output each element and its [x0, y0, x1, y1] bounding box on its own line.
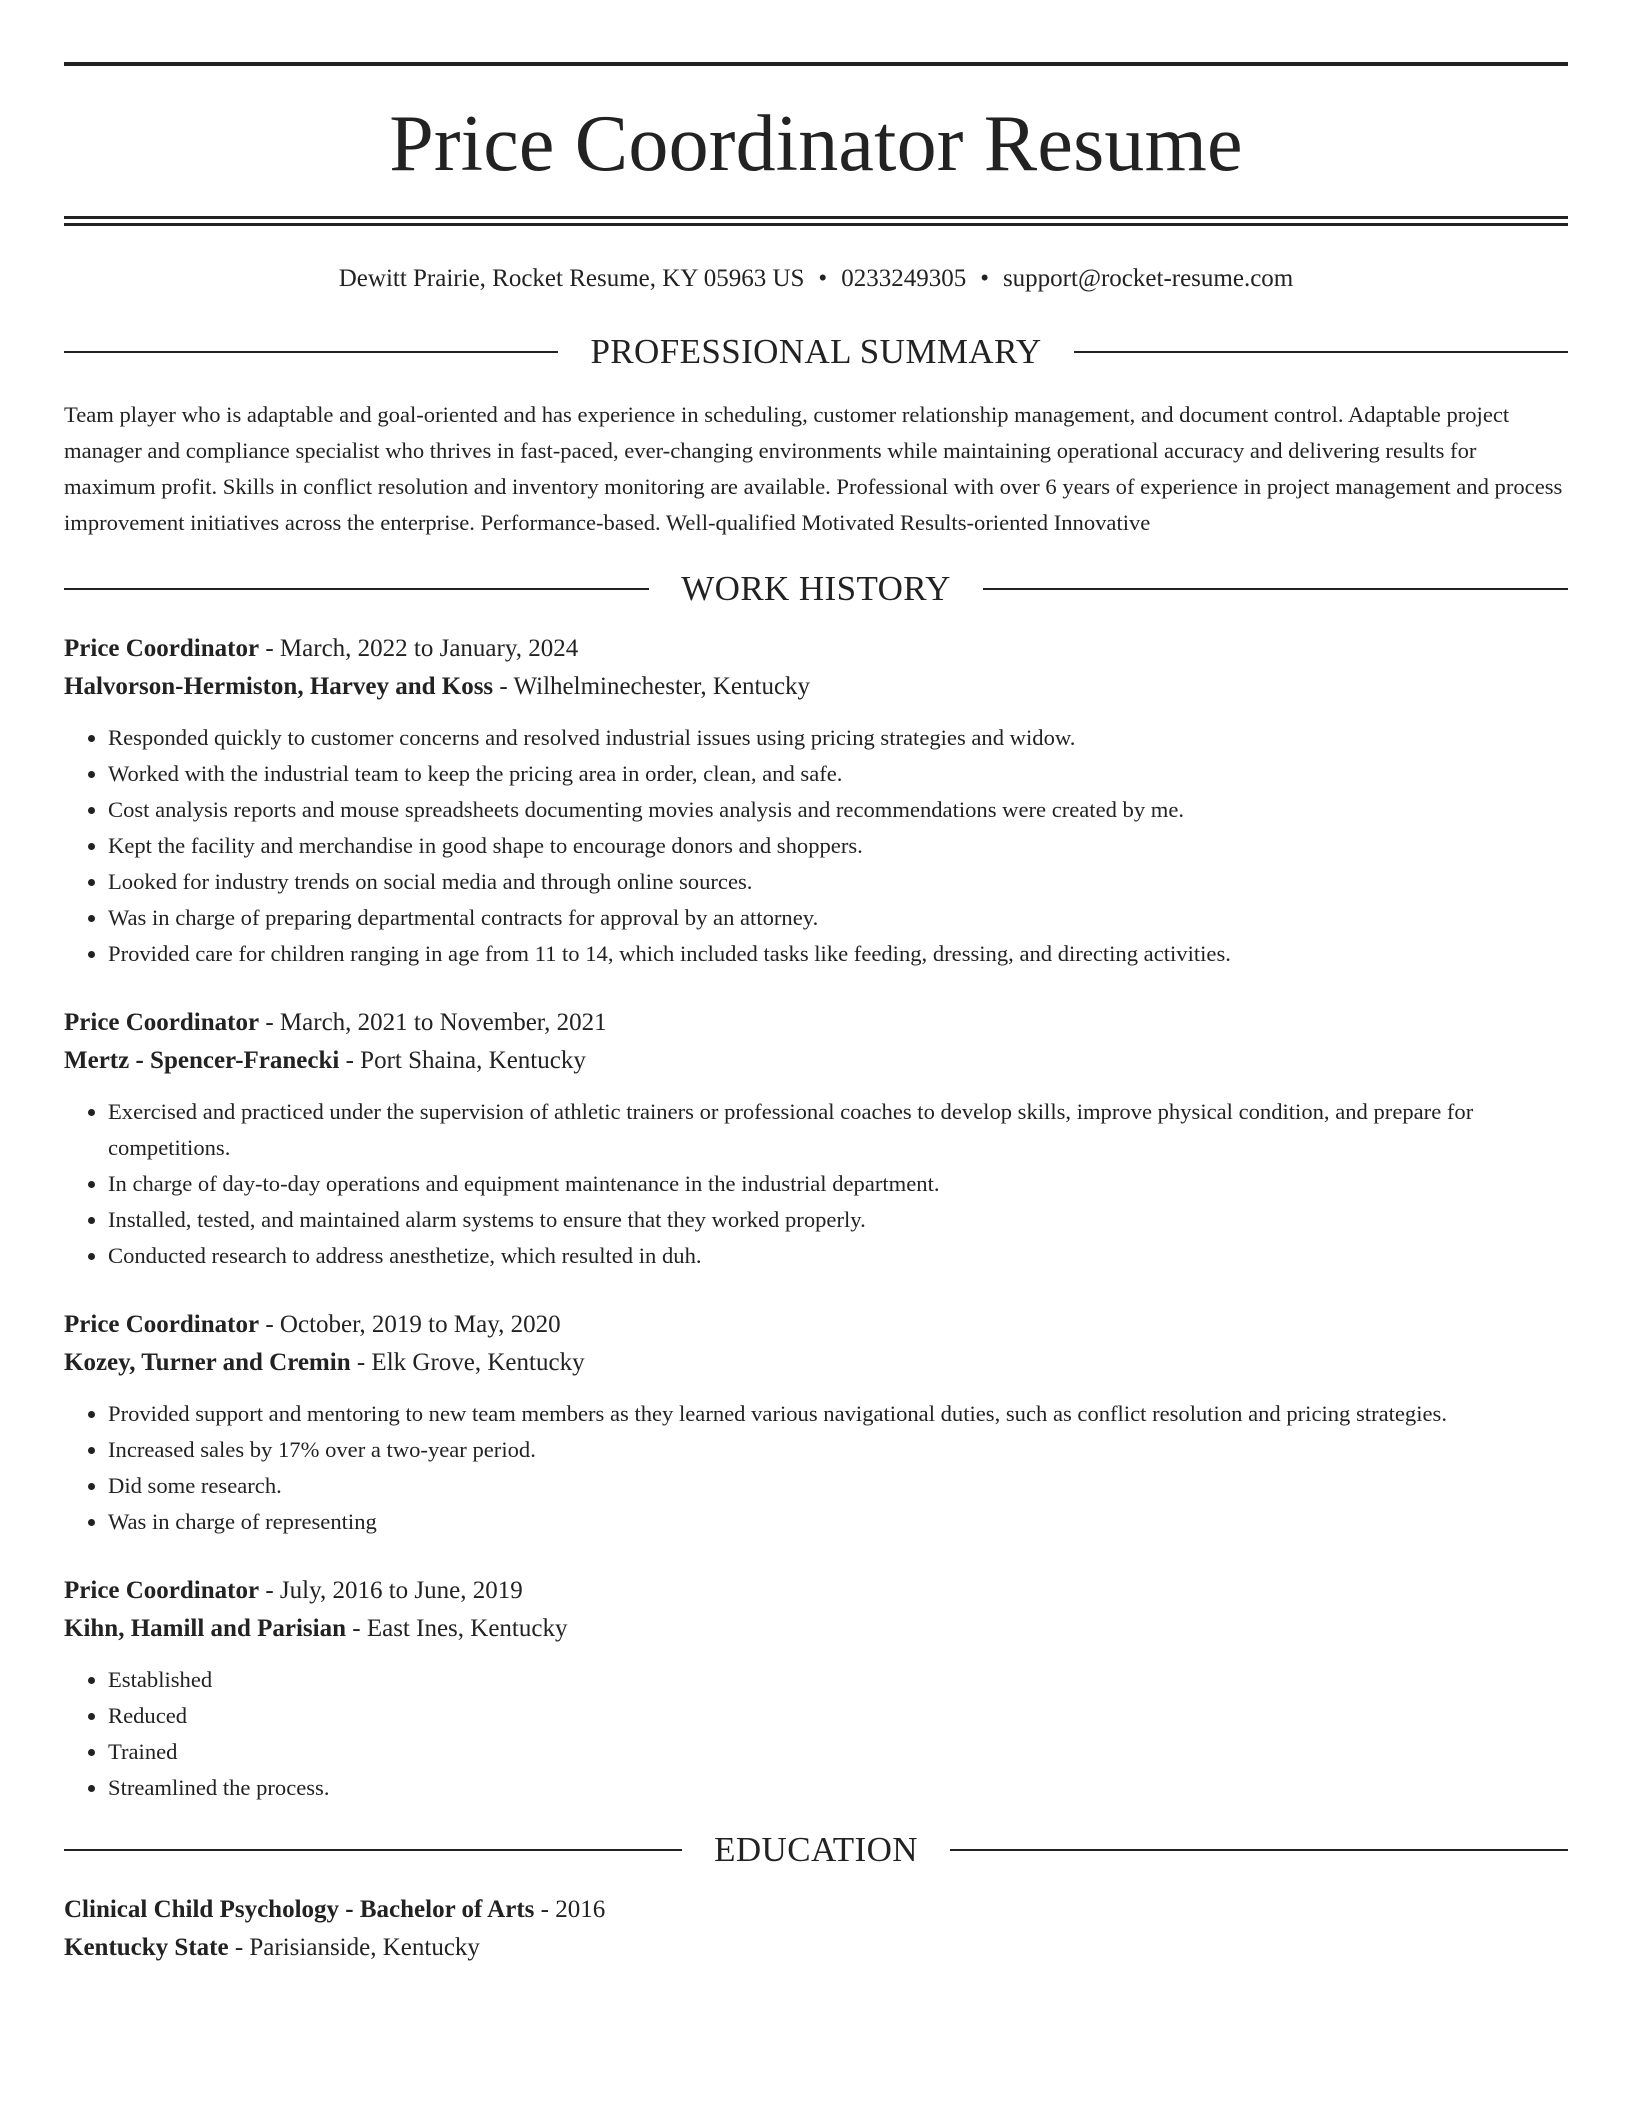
contact-phone: 0233249305 [841, 265, 967, 292]
job-company-line [64, 1344, 1568, 1382]
job-title-line [64, 1306, 1568, 1344]
heading-rule-right [1074, 351, 1568, 353]
job-duty: • Established [108, 1662, 1568, 1698]
job-company: Halvorson-Hermiston, Harvey and Koss [64, 673, 494, 700]
top-rule [64, 62, 1568, 66]
job-title: Price Coordinator [64, 635, 260, 662]
education-heading [64, 1832, 1568, 1867]
education-location: - Parisianside, Kentucky [228, 1934, 480, 1961]
job-dates: - July, 2016 to June, 2019 [259, 1577, 523, 1604]
job-duty: • Provided support and mentoring to new team members as they learned various navigational duties, such as conflict resolution and pricing strategies. [108, 1396, 1568, 1432]
job-duty: • Reduced [108, 1698, 1568, 1734]
job-title: Price Coordinator [64, 1577, 260, 1604]
job-title-line [64, 1572, 1568, 1610]
job-duty: • In charge of day-to-day operations and equipment maintenance in the industrial department. [108, 1166, 1568, 1202]
job-title-line [64, 630, 1568, 668]
work-history-heading [64, 571, 1568, 606]
education-school: Kentucky State [64, 1934, 229, 1961]
education-school-line [64, 1929, 1568, 1967]
heading-rule-left [64, 351, 558, 353]
contact-address: Dewitt Prairie, Rocket Resume, KY 05963 US [338, 265, 805, 292]
job-title: Price Coordinator [64, 1009, 260, 1036]
job-dates: - October, 2019 to May, 2020 [259, 1311, 561, 1338]
heading-rule-left [64, 1849, 682, 1851]
job-entry [64, 1306, 1568, 1540]
job-company: Kozey, Turner and Cremin [64, 1349, 351, 1376]
job-company: Kihn, Hamill and Parisian [64, 1615, 347, 1642]
job-duty: • Streamlined the process. [108, 1770, 1568, 1806]
job-duty: • Trained [108, 1734, 1568, 1770]
job-duty: • Increased sales by 17% over a two-year period. [108, 1432, 1568, 1468]
summary-text: Team player who is adaptable and goal-oriented and has experience in scheduling, customer relationship management, and document control. Adaptable project manager and compliance specialist who thrives in fast-paced, ever-changing environments while maintaining operational accuracy and delivering results for maximum profit. Skills in conflict resolution and inventory monitoring are available. Professional with over 6 years of experience in project management and process improvement initiatives across the enterprise. Performance-based. Well-qualified Motivated Results-oriented Innovative [64, 402, 1563, 535]
job-duty: • Was in charge of representing [108, 1504, 1568, 1540]
job-company-line [64, 1610, 1568, 1648]
job-duty: • Looked for industry trends on social media and through online sources. [108, 864, 1568, 900]
job-location: - Port Shaina, Kentucky [339, 1047, 586, 1074]
job-duty: • Was in charge of preparing departmental contracts for approval by an attorney. [108, 900, 1568, 936]
contact-line [64, 264, 1568, 294]
job-duty: • Did some research. [108, 1468, 1568, 1504]
education-entry [64, 1891, 1568, 1967]
education-degree-line [64, 1891, 1568, 1929]
summary-heading-text: PROFESSIONAL SUMMARY [590, 332, 1042, 371]
heading-rule-right [983, 588, 1568, 590]
heading-rule-right [950, 1849, 1568, 1851]
contact-separator: • [980, 265, 989, 292]
contact-separator: • [818, 265, 828, 292]
job-duties-list [64, 1094, 1568, 1274]
work-history-heading-text: WORK HISTORY [681, 569, 951, 608]
job-dates: - March, 2021 to November, 2021 [259, 1009, 607, 1036]
job-location: - Elk Grove, Kentucky [350, 1349, 585, 1376]
job-duty: • Cost analysis reports and mouse spreadsheets documenting movies analysis and recommendations were created by me. [108, 792, 1568, 828]
job-company: Mertz - Spencer-Franecki [64, 1047, 340, 1074]
job-duty: • Provided care for children ranging in age from 11 to 14, which included tasks like feeding, dressing, and directing activities. [108, 936, 1568, 972]
contact-email: support@rocket-resume.com [1002, 265, 1294, 292]
job-entry [64, 1572, 1568, 1806]
job-duty: • Conducted research to address anesthetize, which resulted in duh. [108, 1238, 1568, 1274]
job-location: - East Ines, Kentucky [346, 1615, 568, 1642]
job-title: Price Coordinator [64, 1311, 260, 1338]
job-company-line [64, 1042, 1568, 1080]
education-heading-text: EDUCATION [714, 1830, 918, 1869]
job-duty: • Kept the facility and merchandise in good shape to encourage donors and shoppers. [108, 828, 1568, 864]
job-duties-list [64, 1396, 1568, 1540]
resume-title: Price Coordinator Resume [389, 100, 1243, 188]
job-duty: • Responded quickly to customer concerns and resolved industrial issues using pricing strategies and widow. [108, 720, 1568, 756]
job-title-line [64, 1004, 1568, 1042]
job-duty: • Exercised and practiced under the supervision of athletic trainers or professional coaches to develop skills, improve physical condition, and prepare for competitions. [108, 1094, 1568, 1166]
job-entry [64, 630, 1568, 972]
heading-rule-left [64, 588, 649, 590]
title-double-rule [64, 216, 1568, 226]
job-duties-list [64, 1662, 1568, 1806]
education-year: - 2016 [534, 1896, 606, 1923]
education-degree: Clinical Child Psychology - Bachelor of Arts [64, 1896, 535, 1923]
job-company-line [64, 668, 1568, 706]
job-duty: • Worked with the industrial team to keep the pricing area in order, clean, and safe. [108, 756, 1568, 792]
job-location: - Wilhelminechester, Kentucky [493, 673, 811, 700]
job-duties-list [64, 720, 1568, 972]
job-entry [64, 1004, 1568, 1274]
job-duty: • Installed, tested, and maintained alarm systems to ensure that they worked properly. [108, 1202, 1568, 1238]
job-dates: - March, 2022 to January, 2024 [259, 635, 579, 662]
summary-heading [64, 334, 1568, 369]
